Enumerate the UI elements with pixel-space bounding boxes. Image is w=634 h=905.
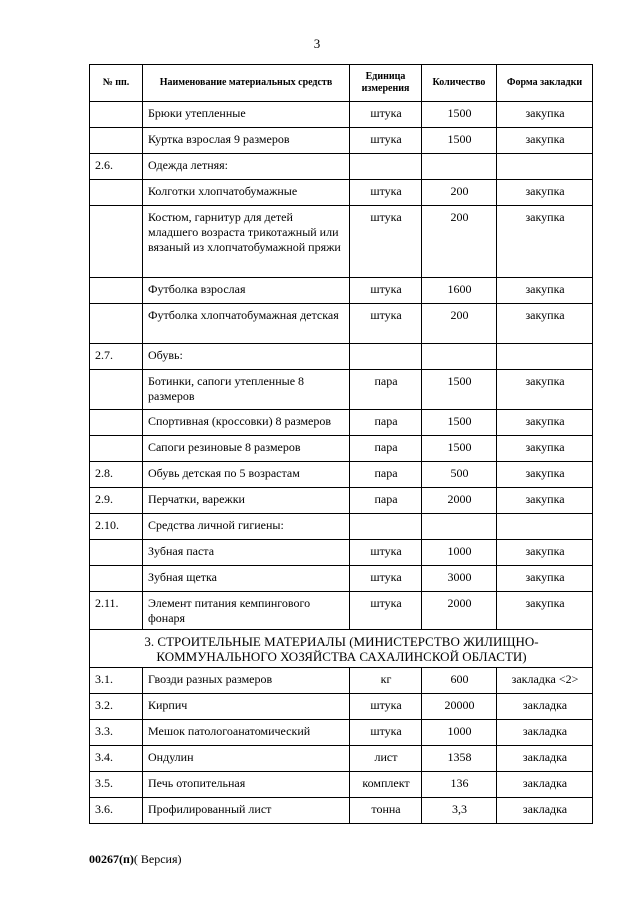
table-row xyxy=(90,436,593,462)
table-row xyxy=(90,370,593,410)
table-row xyxy=(90,798,593,824)
row-quantity: 1000 xyxy=(422,720,497,746)
row-number xyxy=(90,206,143,278)
row-number xyxy=(90,436,143,462)
row-name: Гвозди разных размеров xyxy=(143,668,350,694)
row-quantity: 1000 xyxy=(422,540,497,566)
table-row xyxy=(90,278,593,304)
row-name: Ондулин xyxy=(143,746,350,772)
row-unit: пара xyxy=(350,436,422,462)
row-quantity: 1500 xyxy=(422,436,497,462)
row-form: закупка xyxy=(497,488,593,514)
table-row xyxy=(90,180,593,206)
row-name: Куртка взрослая 9 размеров xyxy=(143,128,350,154)
row-unit: штука xyxy=(350,304,422,344)
row-name: Брюки утепленные xyxy=(143,102,350,128)
row-number xyxy=(90,566,143,592)
row-name: Перчатки, варежки xyxy=(143,488,350,514)
row-quantity xyxy=(422,514,497,540)
row-number xyxy=(90,128,143,154)
row-form: закладка xyxy=(497,772,593,798)
row-quantity: 20000 xyxy=(422,694,497,720)
row-number: 3.5. xyxy=(90,772,143,798)
row-form: закладка xyxy=(497,694,593,720)
table-row xyxy=(90,514,593,540)
table-header-row xyxy=(90,65,593,102)
row-form: закупка xyxy=(497,370,593,410)
row-quantity: 1500 xyxy=(422,370,497,410)
table-row xyxy=(90,540,593,566)
header-number: № пп. xyxy=(90,65,143,102)
document-version: ( Версия) xyxy=(133,852,182,866)
row-form: закупка xyxy=(497,436,593,462)
row-number xyxy=(90,278,143,304)
row-name: Колготки хлопчатобумажные xyxy=(143,180,350,206)
row-number: 2.6. xyxy=(90,154,143,180)
row-unit: штука xyxy=(350,102,422,128)
row-form: закупка xyxy=(497,592,593,630)
row-form: закладка <2> xyxy=(497,668,593,694)
row-name: Мешок патологоанатомический xyxy=(143,720,350,746)
table-row xyxy=(90,772,593,798)
section-heading: 3. СТРОИТЕЛЬНЫЕ МАТЕРИАЛЫ (МИНИСТЕРСТВО ЖИЛИЩНО-КОММУНАЛЬНОГО ХОЗЯЙСТВА САХАЛИНСКОЙ ОБЛАСТИ) xyxy=(90,630,593,668)
row-form: закупка xyxy=(497,102,593,128)
row-number: 2.7. xyxy=(90,344,143,370)
row-name: Печь отопительная xyxy=(143,772,350,798)
row-unit: штука xyxy=(350,128,422,154)
row-form: закупка xyxy=(497,540,593,566)
header-unit: Единица измерения xyxy=(350,65,422,102)
row-name: Футболка хлопчатобумажная детская xyxy=(143,304,350,344)
row-unit: штука xyxy=(350,278,422,304)
row-quantity: 200 xyxy=(422,180,497,206)
row-form xyxy=(497,154,593,180)
row-name: Кирпич xyxy=(143,694,350,720)
row-unit: штука xyxy=(350,540,422,566)
row-name: Сапоги резиновые 8 размеров xyxy=(143,436,350,462)
row-name: Зубная щетка xyxy=(143,566,350,592)
row-quantity: 3,3 xyxy=(422,798,497,824)
table-row xyxy=(90,566,593,592)
row-unit: штука xyxy=(350,180,422,206)
row-form: закупка xyxy=(497,462,593,488)
row-name: Костюм, гарнитур для детей младшего возраста трикотажный или вязаный из хлопчатобумажной пряжи xyxy=(143,206,350,278)
row-unit xyxy=(350,514,422,540)
row-form: закладка xyxy=(497,746,593,772)
row-number xyxy=(90,370,143,410)
row-quantity: 500 xyxy=(422,462,497,488)
row-unit: лист xyxy=(350,746,422,772)
row-unit: штука xyxy=(350,566,422,592)
row-quantity xyxy=(422,344,497,370)
table-row xyxy=(90,410,593,436)
row-form: закупка xyxy=(497,304,593,344)
row-quantity: 600 xyxy=(422,668,497,694)
document-code: 00267(п) xyxy=(89,852,134,866)
table-row xyxy=(90,746,593,772)
row-form: закладка xyxy=(497,720,593,746)
row-unit: пара xyxy=(350,462,422,488)
row-form xyxy=(497,514,593,540)
table-row xyxy=(90,592,593,630)
row-number: 3.2. xyxy=(90,694,143,720)
row-unit: комплект xyxy=(350,772,422,798)
row-unit: тонна xyxy=(350,798,422,824)
row-unit: пара xyxy=(350,488,422,514)
row-quantity: 1600 xyxy=(422,278,497,304)
row-quantity: 2000 xyxy=(422,488,497,514)
row-quantity: 200 xyxy=(422,206,497,278)
row-unit: штука xyxy=(350,694,422,720)
row-name: Обувь: xyxy=(143,344,350,370)
row-form: закупка xyxy=(497,128,593,154)
row-name: Ботинки, сапоги утепленные 8 размеров xyxy=(143,370,350,410)
row-number: 3.4. xyxy=(90,746,143,772)
row-unit: штука xyxy=(350,720,422,746)
row-number: 2.9. xyxy=(90,488,143,514)
row-name: Обувь детская по 5 возрастам xyxy=(143,462,350,488)
row-unit: штука xyxy=(350,206,422,278)
row-name: Элемент питания кемпингового фонаря xyxy=(143,592,350,630)
row-quantity: 1500 xyxy=(422,102,497,128)
row-quantity: 1500 xyxy=(422,128,497,154)
table-body xyxy=(90,102,593,630)
row-quantity: 2000 xyxy=(422,592,497,630)
header-form: Форма закладки xyxy=(497,65,593,102)
row-form: закупка xyxy=(497,206,593,278)
header-quantity: Количество xyxy=(422,65,497,102)
row-form: закупка xyxy=(497,278,593,304)
row-quantity: 200 xyxy=(422,304,497,344)
row-quantity xyxy=(422,154,497,180)
table-row xyxy=(90,344,593,370)
table-row xyxy=(90,102,593,128)
row-form: закупка xyxy=(497,566,593,592)
row-number xyxy=(90,180,143,206)
header-name: Наименование материальных средств xyxy=(143,65,350,102)
section-heading-body xyxy=(90,630,593,668)
row-quantity: 136 xyxy=(422,772,497,798)
row-unit: пара xyxy=(350,410,422,436)
table-row xyxy=(90,668,593,694)
row-number: 3.1. xyxy=(90,668,143,694)
row-number xyxy=(90,102,143,128)
table-row xyxy=(90,694,593,720)
row-unit: штука xyxy=(350,592,422,630)
row-name: Профилированный лист xyxy=(143,798,350,824)
row-unit xyxy=(350,154,422,180)
table-row xyxy=(90,488,593,514)
row-quantity: 1500 xyxy=(422,410,497,436)
table-row xyxy=(90,304,593,344)
table-row xyxy=(90,720,593,746)
row-unit xyxy=(350,344,422,370)
table-row xyxy=(90,154,593,180)
row-number xyxy=(90,540,143,566)
table-row xyxy=(90,206,593,278)
row-name: Зубная паста xyxy=(143,540,350,566)
row-number xyxy=(90,410,143,436)
row-name: Средства личной гигиены: xyxy=(143,514,350,540)
row-form: закупка xyxy=(497,180,593,206)
row-unit: кг xyxy=(350,668,422,694)
row-quantity: 3000 xyxy=(422,566,497,592)
row-name: Футболка взрослая xyxy=(143,278,350,304)
row-number: 2.8. xyxy=(90,462,143,488)
row-number: 3.3. xyxy=(90,720,143,746)
materials-table xyxy=(89,64,593,824)
footer xyxy=(89,852,182,867)
row-form xyxy=(497,344,593,370)
row-number xyxy=(90,304,143,344)
row-name: Спортивная (кроссовки) 8 размеров xyxy=(143,410,350,436)
table-row xyxy=(90,462,593,488)
page-number: 3 xyxy=(313,36,321,51)
row-quantity: 1358 xyxy=(422,746,497,772)
row-number: 3.6. xyxy=(90,798,143,824)
row-number: 2.11. xyxy=(90,592,143,630)
row-number: 2.10. xyxy=(90,514,143,540)
row-name: Одежда летняя: xyxy=(143,154,350,180)
section-heading-row xyxy=(90,630,593,668)
row-unit: пара xyxy=(350,370,422,410)
row-form: закупка xyxy=(497,410,593,436)
table-row xyxy=(90,128,593,154)
table-body-construction xyxy=(90,668,593,824)
row-form: закладка xyxy=(497,798,593,824)
